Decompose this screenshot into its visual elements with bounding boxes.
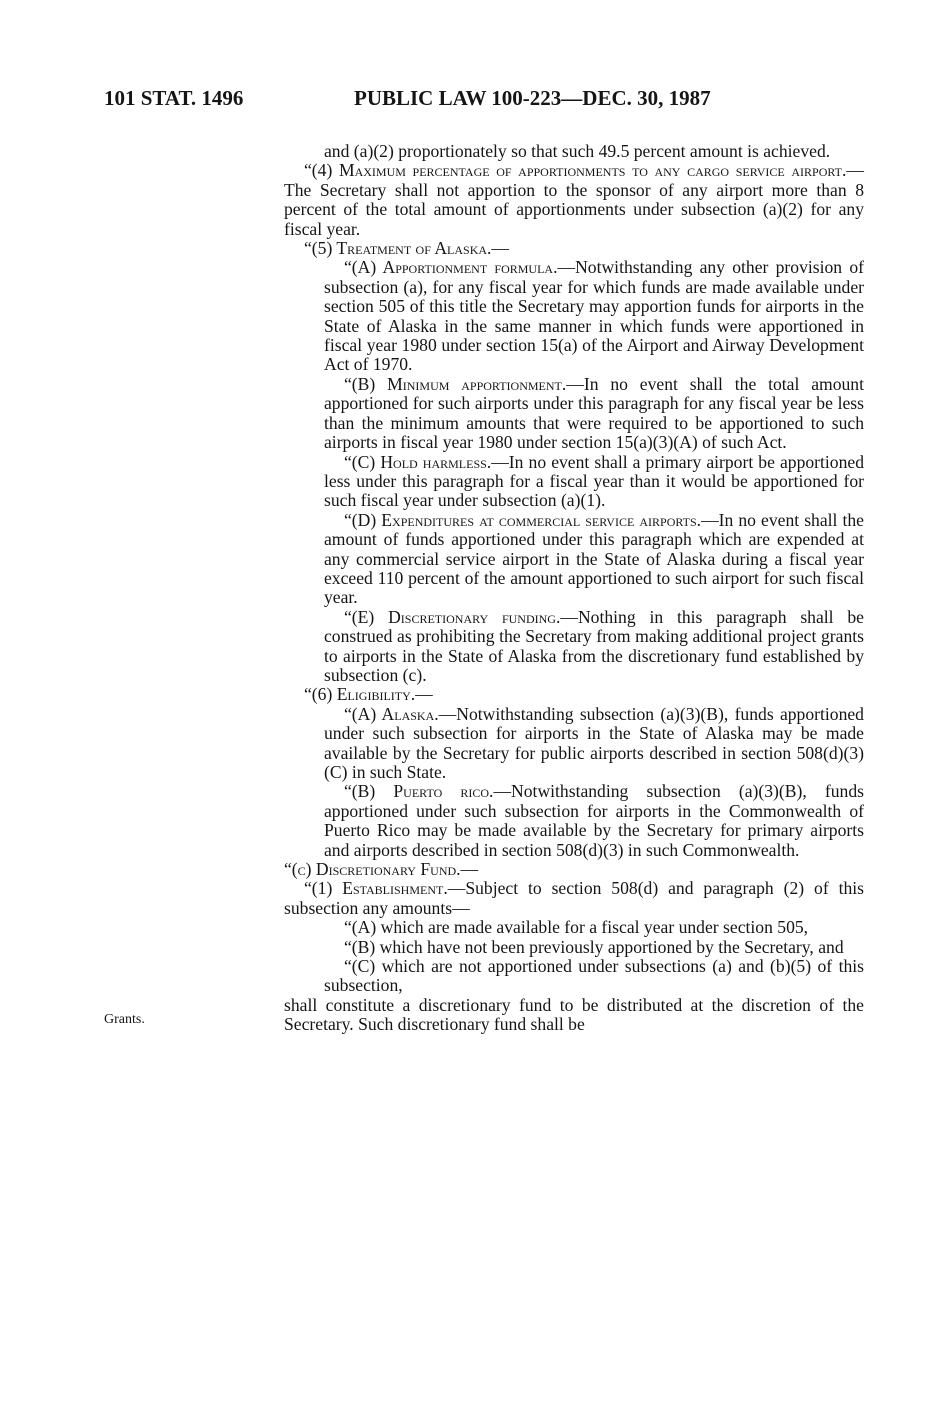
statute-text — [284, 142, 864, 1035]
paragraph-6-heading — [284, 685, 864, 704]
paragraph-5-heading — [284, 239, 864, 258]
subsection-c-heading-text: “(c) Discretionary Fund.— — [284, 859, 479, 880]
subparagraph-5a-text: —Notwithstanding any other provision of subsection (a), for any fiscal year for which funds are made available under section 505 of this title the Secretary may apportion funds for airports in the State of Alaska in the same manner in which funds were apportioned in fiscal year 1980 under section 15(a) of the Airport and Airway Development Act of 1970. — [324, 257, 864, 375]
subparagraph-5e-heading: “(E) Discretionary funding. — [344, 606, 561, 627]
paragraph-c1-closing: shall constitute a discretionary fund to be distributed at the discretion of the Secretary. Such discretionary fund shall be — [284, 994, 864, 1035]
subparagraph-5e — [284, 608, 864, 686]
subparagraph-6b-text: —Notwithstanding subsection (a)(3)(B), funds apportioned under such subsection for airports in the Commonwealth of Puerto Rico may be made available by the Secretary for primary airports and airports described in section 508(d)(3) in such Commonwealth. — [324, 781, 864, 860]
subparagraph-6a-text: —Notwithstanding subsection (a)(3)(B), funds apportioned under such subsection for airports in the State of Alaska may be made available by the Secretary for public airports described in section 508(d)(3)(C) in such State. — [324, 703, 864, 782]
subparagraph-5e-text: —Nothing in this paragraph shall be construed as prohibiting the Secretary from making additional project grants to airports in the State of Alaska from the discretionary fund established by subsection (c). — [324, 606, 864, 685]
subparagraph-5a-heading: “(A) Apportionment formula. — [344, 257, 558, 278]
paragraph-5-heading-text: “(5) Treatment of Alaska.— — [304, 238, 510, 259]
law-title-date: PUBLIC LAW 100-223—DEC. 30, 1987 — [354, 86, 711, 110]
subparagraph-5d-text: —In no event shall the amount of funds apportioned under this paragraph which are expended at any commercial service airport in the State of Alaska during a fiscal year exceed 110 percent of the amount apportioned to such airport for such fiscal year. — [324, 509, 864, 608]
subparagraph-6b — [284, 782, 864, 860]
clause-c1b: “(B) which have not been previously apportioned by the Secretary, and — [344, 936, 844, 957]
paragraph-c1-heading: “(1) Establishment. — [304, 878, 448, 899]
subparagraph-6b-heading: “(B) Puerto rico. — [344, 781, 494, 802]
subparagraph-5b — [284, 375, 864, 453]
clause-c1a: “(A) which are made available for a fiscal year under section 505, — [344, 917, 809, 938]
paragraph-continuation: and (a)(2) proportionately so that such 49.5 percent amount is achieved. — [324, 141, 831, 161]
running-header — [0, 86, 940, 116]
paragraph-c1 — [284, 879, 864, 918]
subparagraph-5b-heading: “(B) Minimum apportionment. — [344, 373, 567, 394]
paragraph-4-text: —The Secretary shall not apportion to the sponsor of any airport more than 8 percent of the total amount of apportionments under subsection (a)(2) for any fiscal year. — [284, 160, 864, 239]
subparagraph-5d — [284, 511, 864, 608]
margin-note-grants: Grants. — [104, 1012, 145, 1027]
subparagraph-6a-heading: “(A) Alaska. — [344, 703, 439, 724]
paragraph-6-heading-text: “(6) Eligibility.— — [304, 684, 433, 705]
statute-page-number: 101 STAT. 1496 — [104, 86, 244, 110]
clause-c1c: “(C) which are not apportioned under subsections (a) and (b)(5) of this subsection, — [324, 956, 864, 996]
subparagraph-6a — [284, 705, 864, 783]
subparagraph-5d-heading: “(D) Expenditures at commercial service airports. — [344, 509, 702, 530]
subparagraph-5a — [284, 258, 864, 374]
paragraph-c1-text: —Subject to section 508(d) and paragraph (2) of this subsection any amounts— — [284, 878, 864, 918]
subparagraph-5b-text: —In no event shall the total amount apportioned for such airports under this paragraph for any fiscal year be less than the minimum amounts that were required to be apportioned to such airports in fiscal year 1980 under section 15(a)(3)(A) of such Act. — [324, 373, 864, 453]
subsection-c-heading — [284, 860, 864, 879]
subparagraph-5c-heading: “(C) Hold harmless. — [344, 451, 492, 472]
paragraph-4-heading: “(4) Maximum percentage of apportionments to any cargo service airport. — [304, 160, 847, 181]
subparagraph-5c — [284, 453, 864, 511]
paragraph-4-cargo-airport — [284, 161, 864, 239]
subparagraph-5c-text: —In no event shall a primary airport be apportioned less under this paragraph for a fiscal year than it would be apportioned for such fiscal year under subsection (a)(1). — [324, 451, 865, 511]
